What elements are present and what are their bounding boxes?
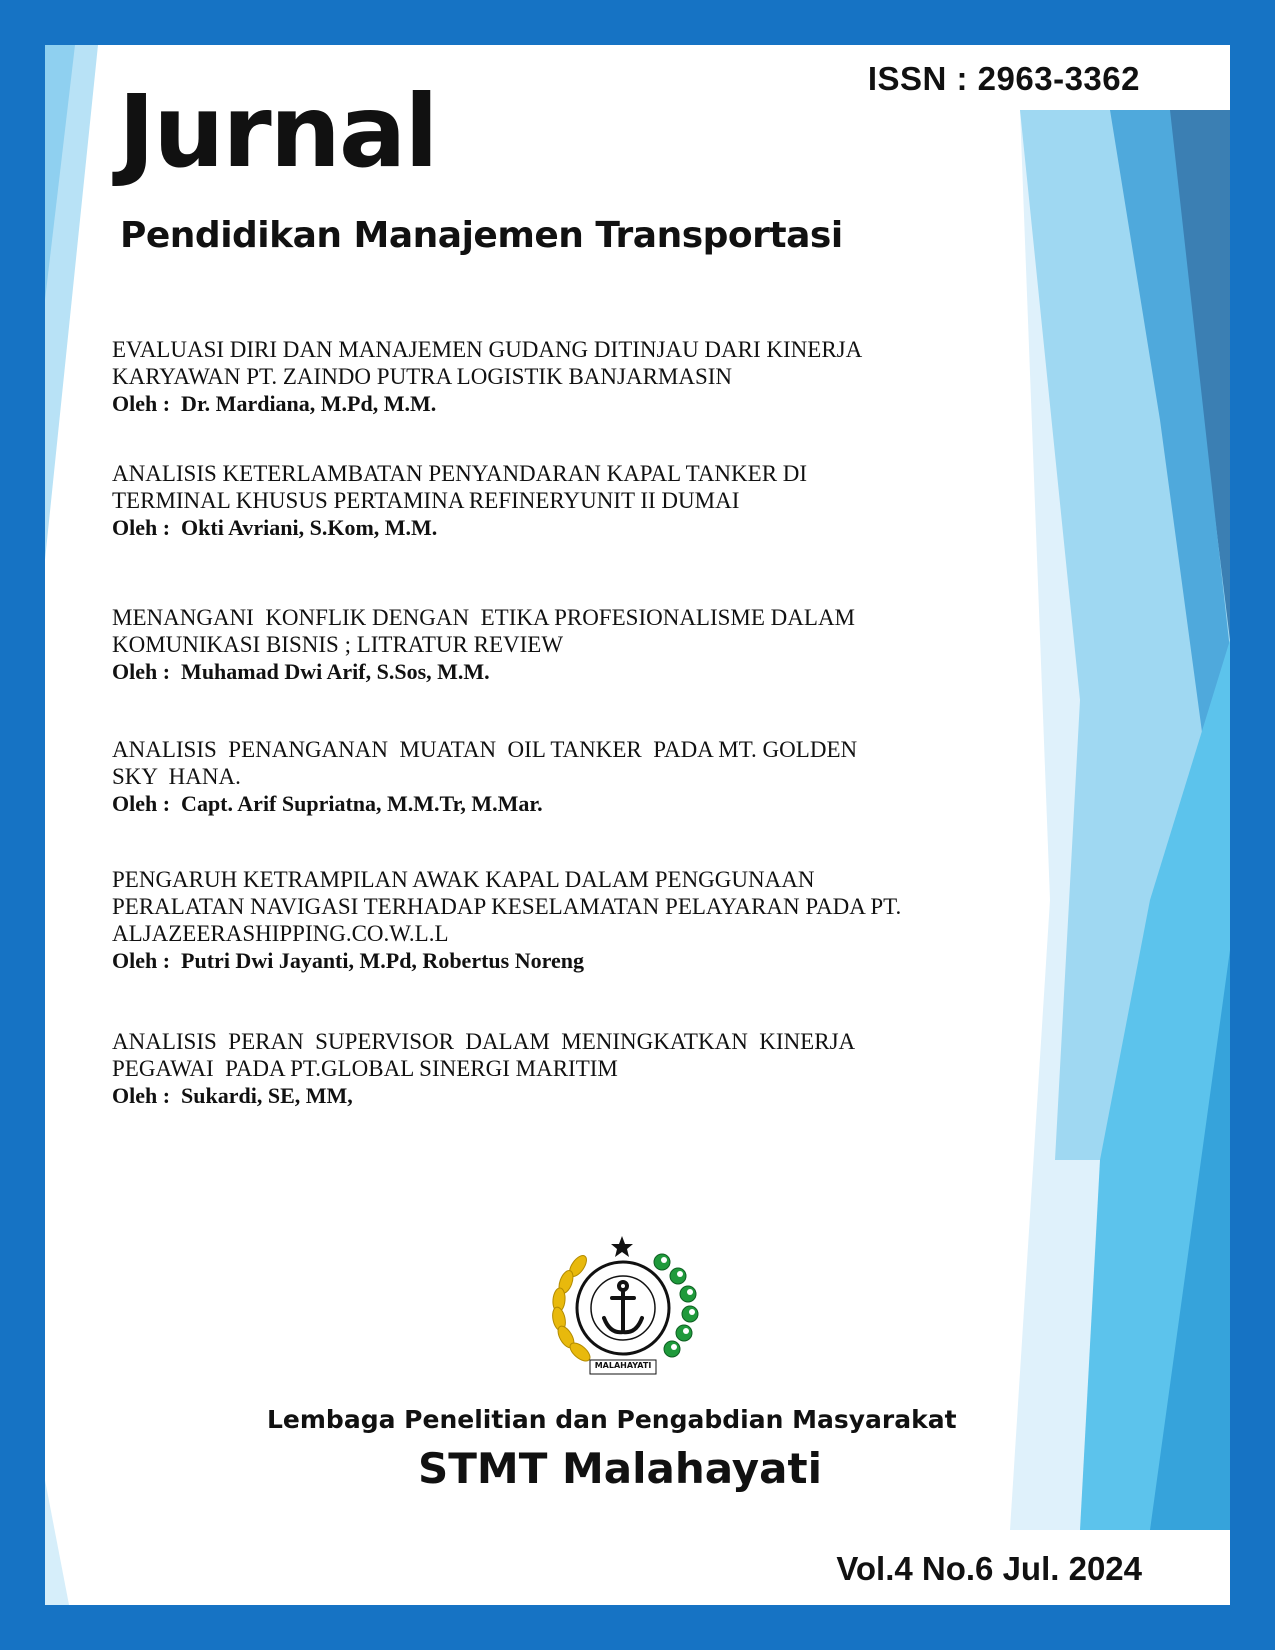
article-title-line: PENGARUH KETRAMPILAN AWAK KAPAL DALAM PENGGUNAAN bbox=[112, 867, 815, 892]
article-title-line: KARYAWAN PT. ZAINDO PUTRA LOGISTIK BANJARMASIN bbox=[112, 364, 733, 389]
article-title-line: ANALISIS PENANGANAN MUATAN OIL TANKER PADA MT. GOLDEN bbox=[112, 737, 858, 762]
journal-title: Jurnal bbox=[118, 73, 437, 190]
article-title-line: ANALISIS PERAN SUPERVISOR DALAM MENINGKATKAN KINERJA bbox=[112, 1029, 856, 1054]
article-2 bbox=[112, 460, 807, 541]
article-title-line: ALJAZEERASHIPPING.CO.W.L.L bbox=[112, 921, 449, 946]
article-title-line: MENANGANI KONFLIK DENGAN ETIKA PROFESIONALISME DALAM bbox=[112, 605, 856, 630]
stmt-malahayati-emblem bbox=[540, 1236, 705, 1378]
article-6 bbox=[112, 1028, 855, 1109]
article-title-line: TERMINAL KHUSUS PERTAMINA REFINERYUNIT II DUMAI bbox=[112, 488, 740, 513]
article-title-line: EVALUASI DIRI DAN MANAJEMEN GUDANG DITINJAU DARI KINERJA bbox=[112, 337, 863, 362]
article-author: Oleh : Putri Dwi Jayanti, M.Pd, Robertus Noreng bbox=[112, 948, 584, 973]
article-title-line: ANALISIS KETERLAMBATAN PENYANDARAN KAPAL TANKER DI bbox=[112, 461, 808, 486]
article-5 bbox=[112, 866, 901, 974]
article-author: Oleh : Dr. Mardiana, M.Pd, M.M. bbox=[112, 391, 437, 416]
emblem-caption: MALAHAYATI bbox=[594, 1361, 652, 1370]
article-4 bbox=[112, 736, 857, 817]
article-title-line: KOMUNIKASI BISNIS ; LITRATUR REVIEW bbox=[112, 632, 564, 657]
article-author: Oleh : Sukardi, SE, MM, bbox=[112, 1083, 353, 1108]
publisher-line: Lembaga Penelitian dan Pengabdian Masyarakat bbox=[267, 1405, 957, 1434]
article-author: Oleh : Muhamad Dwi Arif, S.Sos, M.M. bbox=[112, 659, 490, 684]
article-author: Oleh : Capt. Arif Supriatna, M.M.Tr, M.Mar. bbox=[112, 791, 543, 816]
issn-number: ISSN : 2963-3362 bbox=[867, 60, 1140, 97]
star-icon bbox=[611, 1236, 633, 1257]
article-title-line: PERALATAN NAVIGASI TERHADAP KESELAMATAN PELAYARAN PADA PT. bbox=[112, 894, 902, 919]
article-title-line: SKY HANA. bbox=[112, 764, 241, 789]
volume-issue: Vol.4 No.6 Jul. 2024 bbox=[836, 1550, 1142, 1587]
article-author: Oleh : Okti Avriani, S.Kom, M.M. bbox=[112, 515, 438, 540]
article-1 bbox=[112, 336, 862, 417]
journal-subtitle: Pendidikan Manajemen Transportasi bbox=[120, 215, 843, 256]
article-3 bbox=[112, 604, 855, 685]
article-title-line: PEGAWAI PADA PT.GLOBAL SINERGI MARITIM bbox=[112, 1056, 618, 1081]
institution-name: STMT Malahayati bbox=[418, 1444, 822, 1493]
